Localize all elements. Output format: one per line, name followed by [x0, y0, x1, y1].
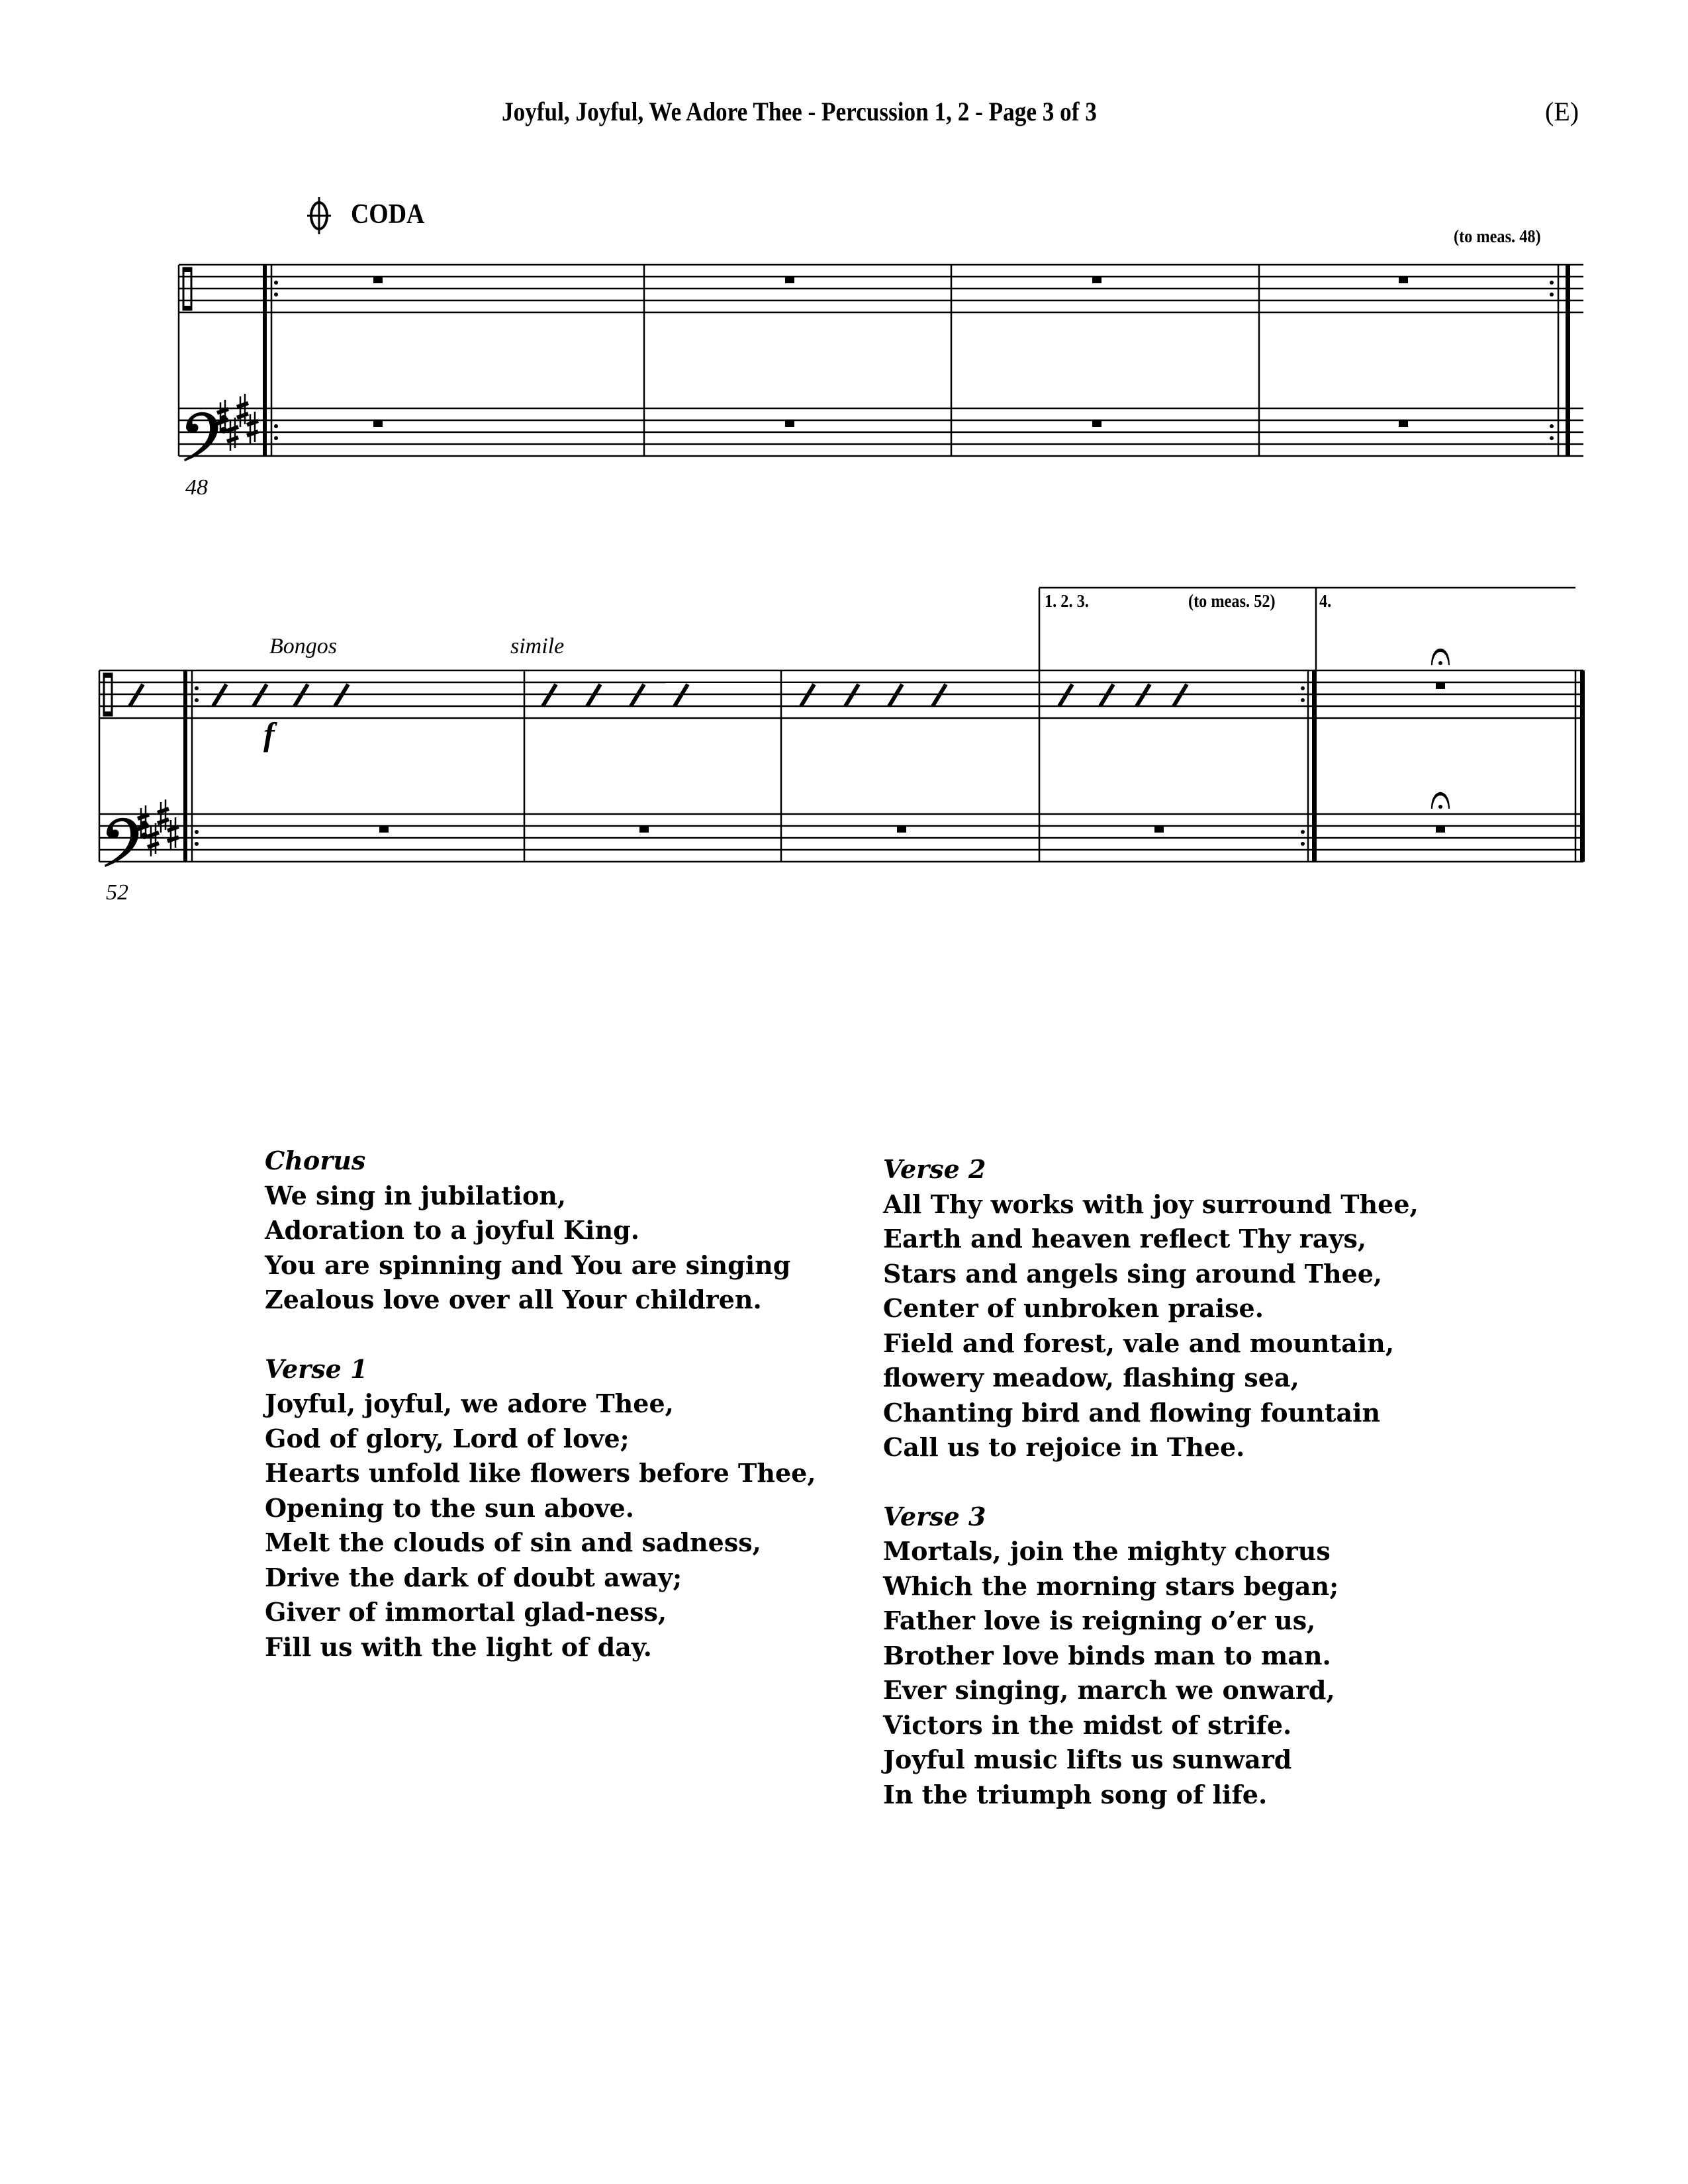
lyric-line: Earth and heaven reflect Thy rays, [883, 1224, 1367, 1253]
whole-rests-system-2 [379, 682, 1445, 833]
system-2 [99, 588, 1585, 862]
lyric-line: Chanting bird and flowing fountain [883, 1397, 1381, 1428]
stanza-heading: Verse 2 [883, 1154, 986, 1184]
lyric-line: You are spinning and You are singing [265, 1250, 791, 1280]
page-title: Joyful, Joyful, We Adore Thee - Percussion 1, 2 - Page 3 of 3 [502, 97, 1097, 126]
fermata-icon [1431, 792, 1450, 809]
lyric-line: Drive the dark of doubt away; [265, 1562, 682, 1592]
lyric-line: In the triumph song of life. [883, 1779, 1268, 1809]
lyric-line: All Thy works with joy surround Thee, [883, 1189, 1419, 1219]
lyric-line: Adoration to a joyful King. [265, 1215, 639, 1245]
lyrics-left-column [265, 1144, 816, 1699]
lyric-line: Joyful music lifts us sunward [883, 1745, 1292, 1774]
lyric-line: Joyful, joyful, we adore Thee, [265, 1388, 674, 1418]
instrument-label-bongos: Bongos [269, 634, 337, 659]
lyric-line: Which the morning stars began; [883, 1570, 1339, 1601]
simile-marking: simile [510, 634, 565, 659]
lyric-line: Giver of immortal glad-ness, [265, 1597, 667, 1627]
lyrics-right-column [883, 1152, 1419, 1846]
stanza-verse-3 [883, 1500, 1419, 1813]
key-marker: (E) [1545, 97, 1579, 126]
stanza-heading: Chorus [265, 1146, 366, 1175]
lyric-line: Zealous love over all Your children. [265, 1285, 762, 1314]
lyric-line: Brother love binds man to man. [883, 1640, 1331, 1670]
lyric-line: Call us to rejoice in Thee. [883, 1432, 1245, 1462]
lyric-line: We sing in jubilation, [265, 1180, 567, 1210]
lyric-line: Opening to the sun above. [265, 1492, 634, 1523]
system-1 [179, 265, 1583, 456]
dynamic-forte: f [263, 715, 275, 752]
lyric-line: Father love is reigning o’er us, [883, 1606, 1316, 1635]
stanza-chorus [265, 1144, 816, 1318]
jump-to-measure-48: (to meas. 48) [1454, 226, 1541, 246]
coda-label: CODA [351, 199, 425, 230]
jump-to-measure-52: (to meas. 52) [1188, 591, 1276, 611]
stanza-verse-2 [883, 1152, 1419, 1465]
lyric-line: flowery meadow, flashing sea, [883, 1363, 1299, 1392]
lyric-line: Mortals, join the mighty chorus [883, 1536, 1331, 1566]
lyric-line: Hearts unfold like flowers before Thee, [265, 1458, 816, 1488]
lyric-line: Melt the clouds of sin and sadness, [265, 1527, 761, 1557]
lyric-line: God of glory, Lord of love; [265, 1423, 630, 1453]
lyric-line: Stars and angels sing around Thee, [883, 1258, 1383, 1289]
measure-number: 52 [106, 880, 128, 905]
lyric-line: Center of unbroken praise. [883, 1293, 1264, 1323]
stanza-verse-1 [265, 1352, 816, 1665]
measure-number: 48 [185, 475, 208, 500]
volta-2-label: 4. [1319, 591, 1332, 611]
fermata-icon [1431, 649, 1450, 665]
stanza-heading: Verse 1 [265, 1353, 368, 1384]
lyric-line: Fill us with the light of day. [265, 1631, 652, 1662]
volta-1-label: 1. 2. 3. [1045, 591, 1089, 611]
lyric-line: Victors in the midst of strife. [883, 1709, 1292, 1740]
stanza-heading: Verse 3 [883, 1501, 986, 1531]
lyric-line: Field and forest, vale and mountain, [883, 1328, 1395, 1358]
lyric-line: Ever singing, march we onward, [883, 1675, 1335, 1705]
whole-rests-system-1 [373, 277, 1408, 427]
